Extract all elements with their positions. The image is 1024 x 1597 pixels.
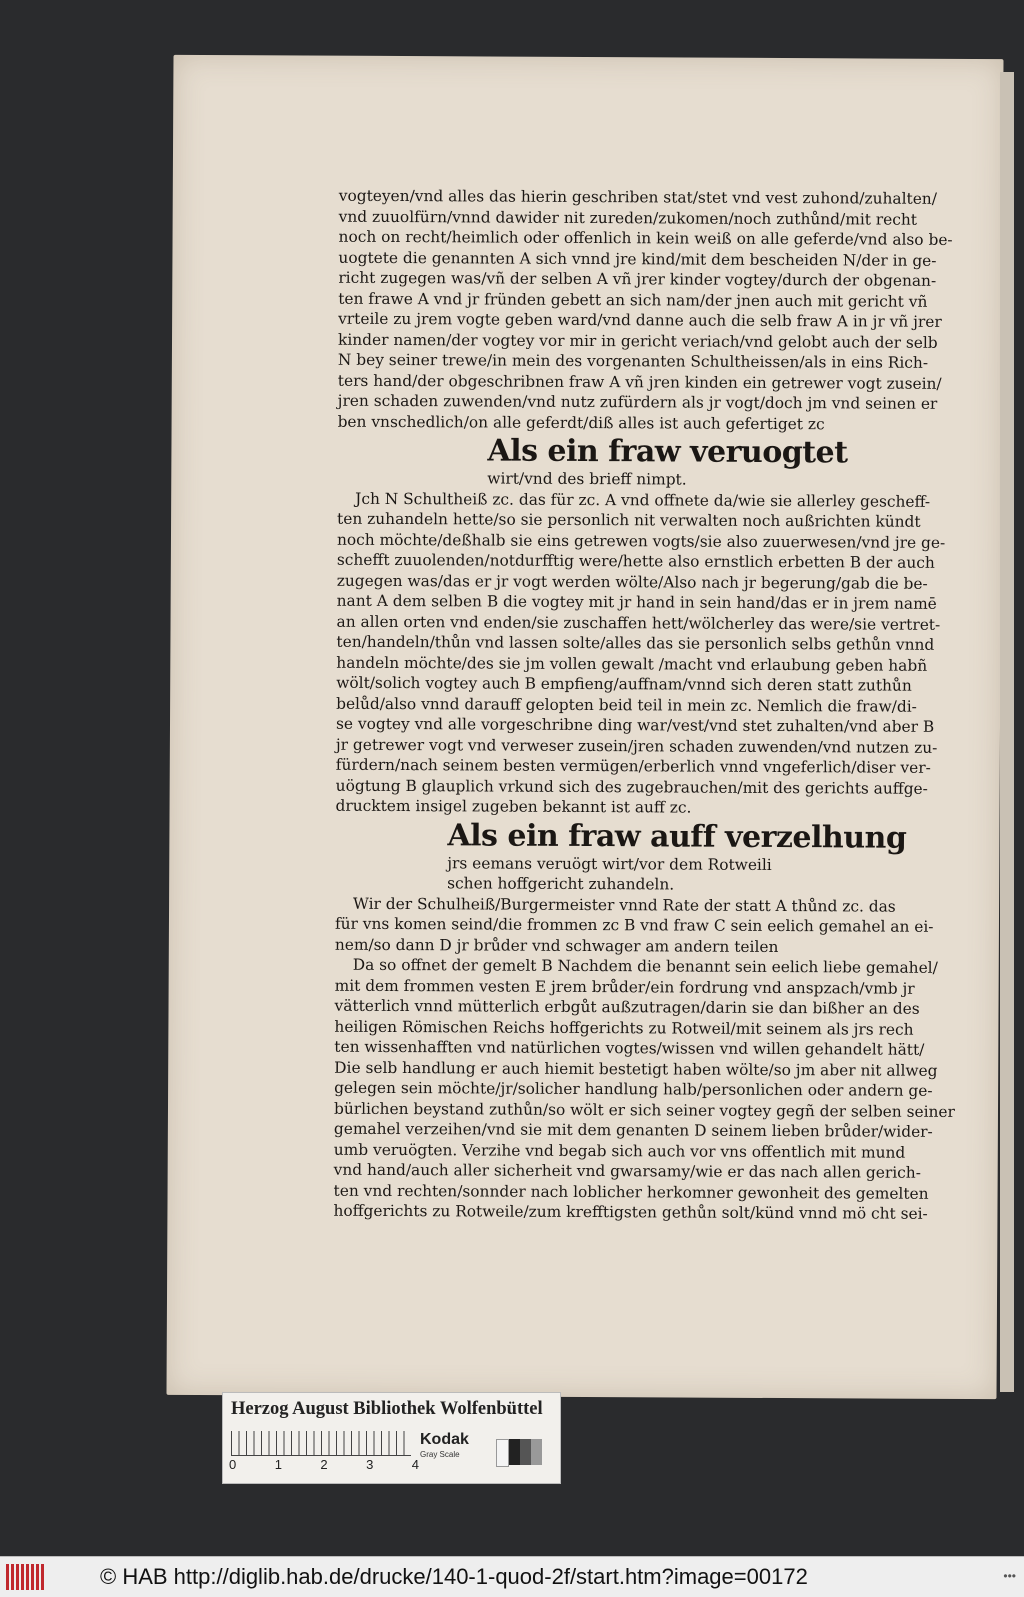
text-line: vnd hand/auch aller sicherheit vnd gwarsamy/wie er das nach allen gerich- (333, 1160, 921, 1182)
text-line: nant A dem selben B die vogtey mit jr hand in sein hand/das er in jrem namē (336, 591, 937, 613)
text-line: se vogtey vnd alle vorgeschribne ding war/vest/vnd stet zuhalten/vnd aber B (335, 714, 935, 736)
text-line: noch on recht/heimlich oder offenlich in kein weiß on alle geferde/vnd also be- (338, 227, 953, 249)
text-line: gemahel verzeihen/vnd sie mit dem genanten D seinem lieben brůder/wider- (333, 1119, 933, 1141)
text-line: bürlichen beystand zuthůn/so wölt er sich seiner vogtey gegñ der selben seiner (333, 1099, 955, 1121)
text-line: jrs eemans veruögt wirt/vor dem Rotweili (447, 853, 772, 874)
text-line: Da so offnet der gemelt B Nachdem die benannt sein eelich liebe gemahel/ (352, 955, 938, 977)
subheading-hoffgericht (447, 853, 961, 897)
kodak-logo: Kodak (420, 1431, 469, 1448)
text-line: ten vnd rechten/sonnder nach loblicher herkomner gewonheit des gemelten (333, 1181, 929, 1203)
text-line: zugegen was/das er jr vogt werden wölte/Also nach jr begerung/gab die be- (336, 571, 928, 593)
text-line: Wir der Schulheiß/Burgermeister vnnd Rate der statt A thůnd zc. das (353, 894, 896, 916)
hab-logo-icon (6, 1564, 46, 1590)
text-line: schen hoffgericht zuhandeln. (447, 874, 675, 894)
text-line: vnd zuuolfürn/vnnd dawider nit zureden/zukomen/noch zuthůnd/mit recht (338, 207, 918, 229)
ruler-number: 3 (366, 1457, 374, 1472)
text-line: nem/so dann D jr brůder vnd schwager am andern teilen (334, 935, 779, 956)
paragraph-offnet (333, 955, 960, 1225)
text-line: ten frawe A vnd jr fründen gebett an sich nam/der jnen auch mit gericht vñ (338, 289, 928, 311)
paragraph-schultheiss (336, 488, 964, 819)
text-line: wölt/solich vogtey auch B empfieng/auffnam/vnnd sich deren statt zuthůn (336, 673, 912, 695)
text-line: jren schaden zuwenden/vnd nutz zufürdern als jr vogt/doch jm vnd seinen er (337, 391, 938, 413)
library-name: Herzog August Bibliothek Wolfenbüttel (231, 1399, 543, 1419)
text-line: fürdern/nach seinem besten vermügen/erberlich vnnd vngeferlich/diser ver- (335, 755, 931, 777)
text-line: N bey seiner trewe/in mein des vorgenanten Schultheissen/als in eins Rich- (337, 350, 929, 372)
text-line: schefft zuuolenden/notdurfftig were/hette also ernstlich erbetten B der auch (336, 550, 935, 572)
gray-scale-label: Gray Scale (420, 1450, 460, 1459)
text-line: für vns komen seind/die frommen zc B vnd fraw C sein eelich gemahel an ei- (334, 914, 934, 936)
more-icon[interactable]: ••• (1003, 1569, 1016, 1583)
text-line: vätterlich vnnd mütterlich erbgůt außzutragen/darin sie dan bißher an des (334, 996, 920, 1018)
book-page (166, 55, 1003, 1399)
text-line: mit dem frommen vesten E jrem brůder/ein fordrung vnd anspzach/vmb jr (334, 976, 915, 998)
paragraph-vogteyen (338, 186, 965, 435)
text-line: uögtung B glauplich vrkund sich des zugebrauchen/mit des gerichts auffge- (335, 776, 928, 798)
footer-copyright-url[interactable]: © HAB http://diglib.hab.de/drucke/140-1-quod-2f/start.htm?image=00172 (100, 1564, 808, 1589)
ruler-number: 0 (229, 1457, 237, 1472)
text-line: kinder namen/der vogtey vor mir in gericht veriach/vnd gelobt auch der selb (337, 330, 938, 352)
heading-fraw-verzelhung: Als ein fraw auff verzelhung (447, 817, 907, 856)
gray-block (496, 1439, 509, 1467)
heading-fraw-veruogtet: Als ein fraw veruogtet (487, 433, 848, 471)
text-line: Jch N Schultheiß zc. das für zc. A vnd offnete da/wie sie allerley gescheff- (355, 489, 931, 511)
text-line: heiligen Römischen Reichs hoffgerichts zu Rotweil/mit seinem als jrs rech (334, 1017, 914, 1039)
ruler-number: 4 (411, 1457, 419, 1472)
text-line: vogteyen/vnd alles das hierin geschriben stat/stet vnd vest zuhond/zuhalten/ (338, 186, 937, 208)
page-edge (1000, 72, 1014, 1392)
text-line: noch möchte/deßhalb sie eins getrewen vogts/sie also zuuerwesen/vnd jre ge- (336, 530, 946, 552)
text-line: umb veruögten. Verzihe vnd begab sich auch vor vns offentlich mit mund (333, 1140, 906, 1162)
gray-block (531, 1439, 542, 1465)
text-line: uogtete die genannten A sich vnnd jre kind/mit dem bescheiden N/der in ge- (338, 248, 937, 270)
text-line: ters hand/der obgeschribnen fraw A vñ jren kinden ein getrewer vogt zusein/ (337, 371, 942, 393)
scale-ruler (231, 1431, 411, 1456)
text-line: richt zugegen was/vñ der selben A vñ jrer kinder vogtey/durch der obgenan- (338, 268, 937, 290)
footer-bar (0, 1556, 1024, 1597)
gray-block (509, 1439, 520, 1465)
text-line: belůd/also vnnd darauff gelopten beid teil in mein zc. Nemlich die fraw/di- (336, 694, 917, 716)
ruler-numbers (229, 1457, 419, 1472)
text-line: Die selb handlung er auch hiemit bestetigt haben wölte/so jm aber nit allweg (334, 1058, 938, 1080)
gray-block (520, 1439, 531, 1465)
subheading-brieff: wirt/vnd des brieff nimpt. (487, 469, 687, 489)
text-line: ben vnschedlich/on alle geferdt/diß alles ist auch gefertiget zc (337, 412, 825, 433)
text-line: drucktem insigel zugeben bekannt ist auff zc. (335, 796, 692, 817)
text-line: ten wissenhafften vnd natürlichen vogtes/wissen vnd willen gehandelt hätt/ (334, 1037, 925, 1059)
text-line: vrteile zu jrem vogte geben ward/vnd danne auch die selb fraw A in jr vñ jrer (338, 309, 942, 331)
text-line: an allen orten vnd enden/sie zuschaffen hett/wölcherley das were/sie vertret- (336, 612, 941, 634)
ruler-number: 1 (274, 1457, 282, 1472)
text-line: ten/handeln/thůn vnd lassen solte/alles das sie personlich selbs gethůn vnnd (336, 632, 935, 654)
gray-scale-blocks (496, 1439, 542, 1467)
text-line: hoffgerichts zu Rotweile/zum krefftigsten gethůn solt/künd vnnd mö cht sei- (333, 1201, 928, 1223)
text-line: handeln möchte/des sie jm vollen gewalt /macht vnd erlaubung geben habñ (336, 653, 928, 675)
ruler-number: 2 (320, 1457, 328, 1472)
text-line: gelegen sein möchte/jr/solicher handlung halb/personlichen oder andern ge- (334, 1078, 933, 1100)
text-line: ten zuhandeln hette/so sie personlich nit verwalten noch außrichten kündt (337, 509, 921, 531)
page-text (333, 186, 964, 1225)
text-line: jr getrewer vogt vnd verweser zusein/jren schaden zuwenden/vnd nutzen zu- (335, 735, 938, 757)
library-label (222, 1392, 561, 1484)
paragraph-schulheiss-rate (335, 893, 961, 958)
